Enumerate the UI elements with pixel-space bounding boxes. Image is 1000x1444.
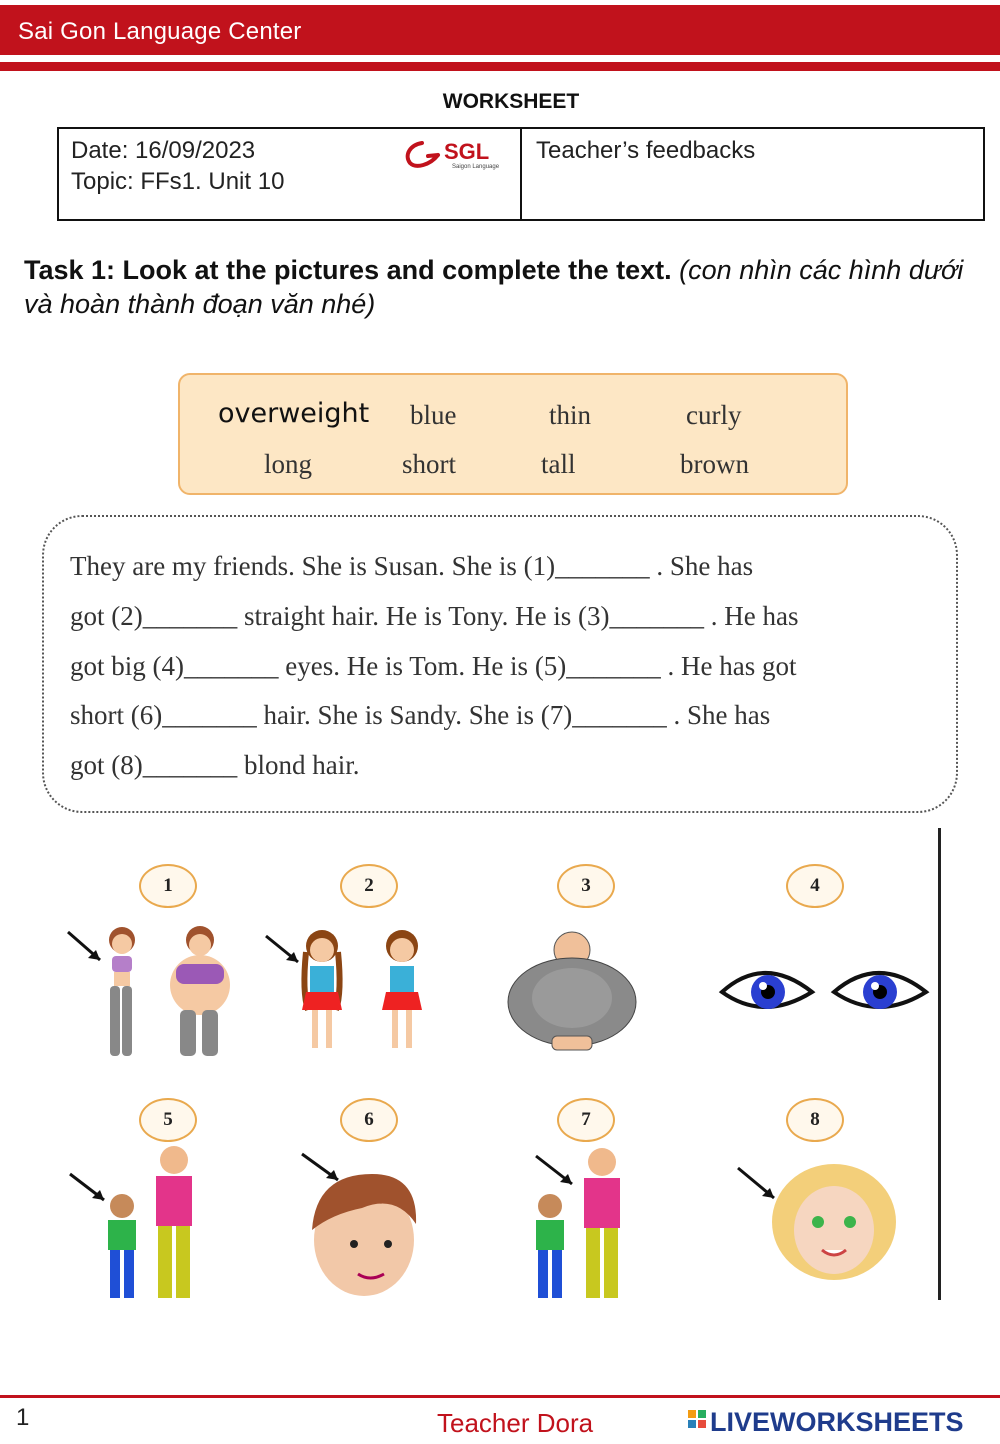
feedback-label: Teacher’s feedbacks	[536, 137, 756, 164]
picture-number-4: 4	[786, 864, 844, 908]
margin-rule	[938, 828, 941, 1300]
footer-rule	[0, 1395, 1000, 1398]
word-bank-item: brown	[680, 449, 749, 479]
picture-number-1: 1	[139, 864, 197, 908]
date-text: Date: 16/09/2023	[71, 137, 256, 164]
topic-text: Topic: FFs1. Unit 10	[71, 168, 285, 195]
task-instruction	[24, 253, 984, 321]
text-line-5: got (8)_______ blond hair.	[70, 750, 360, 780]
word-bank-item: blue	[410, 400, 457, 430]
task-translation: (con nhìn các hình dưới và hoàn thành đoạn văn nhé)	[24, 255, 964, 319]
picture-8-blond-hair	[734, 1160, 904, 1286]
liveworksheets-text: LIVEWORKSHEETS	[710, 1407, 964, 1437]
picture-number-3: 3	[557, 864, 615, 908]
header-rule	[0, 62, 1000, 71]
info-divider	[520, 127, 522, 221]
text-line-2: got (2)_______ straight hair. He is Tony. He is (3)_______ . He has	[70, 601, 799, 631]
text-line-1: They are my friends. She is Susan. She is (1)_______ . She has	[70, 551, 754, 581]
picture-2-long-hair-girls	[262, 922, 452, 1062]
picture-number-6: 6	[340, 1098, 398, 1142]
word-bank-item: curly	[686, 400, 742, 430]
picture-6-brown-hair	[292, 1144, 432, 1300]
page-number: 1	[16, 1404, 30, 1431]
sgl-logo	[402, 135, 518, 173]
picture-number-2: 2	[340, 864, 398, 908]
picture-number-7: 7	[557, 1098, 615, 1142]
picture-5-short-boy	[64, 1144, 224, 1302]
text-line-4: short (6)_______ hair. She is Sandy. She is (7)_______ . She has	[70, 700, 771, 730]
word-bank-item: overweight	[218, 398, 370, 429]
picture-number-8: 8	[786, 1098, 844, 1142]
header-title: Sai Gon Language Center	[18, 18, 302, 45]
teacher-name: Teacher Dora	[437, 1408, 594, 1438]
task-title: Task 1: Look at the pictures and complete the text.	[24, 255, 672, 285]
picture-7-tall-man	[528, 1144, 688, 1302]
liveworksheets-logo[interactable]	[688, 1404, 988, 1443]
picture-3-overweight-man	[502, 928, 642, 1056]
word-bank-item: short	[402, 449, 456, 479]
logo-subtext: Saigon Language	[452, 164, 500, 170]
text-line-3: got big (4)_______ eyes. He is Tom. He is (5)_______ . He has got	[70, 651, 797, 681]
logo-text: SGL	[444, 139, 490, 164]
word-bank-item: long	[264, 449, 313, 479]
word-bank-item: thin	[549, 400, 592, 430]
picture-1-thin-woman	[60, 920, 250, 1065]
picture-4-blue-eyes	[718, 960, 930, 1022]
word-bank-item: tall	[541, 449, 576, 479]
picture-number-5: 5	[139, 1098, 197, 1142]
worksheet-title: WORKSHEET	[442, 90, 580, 113]
